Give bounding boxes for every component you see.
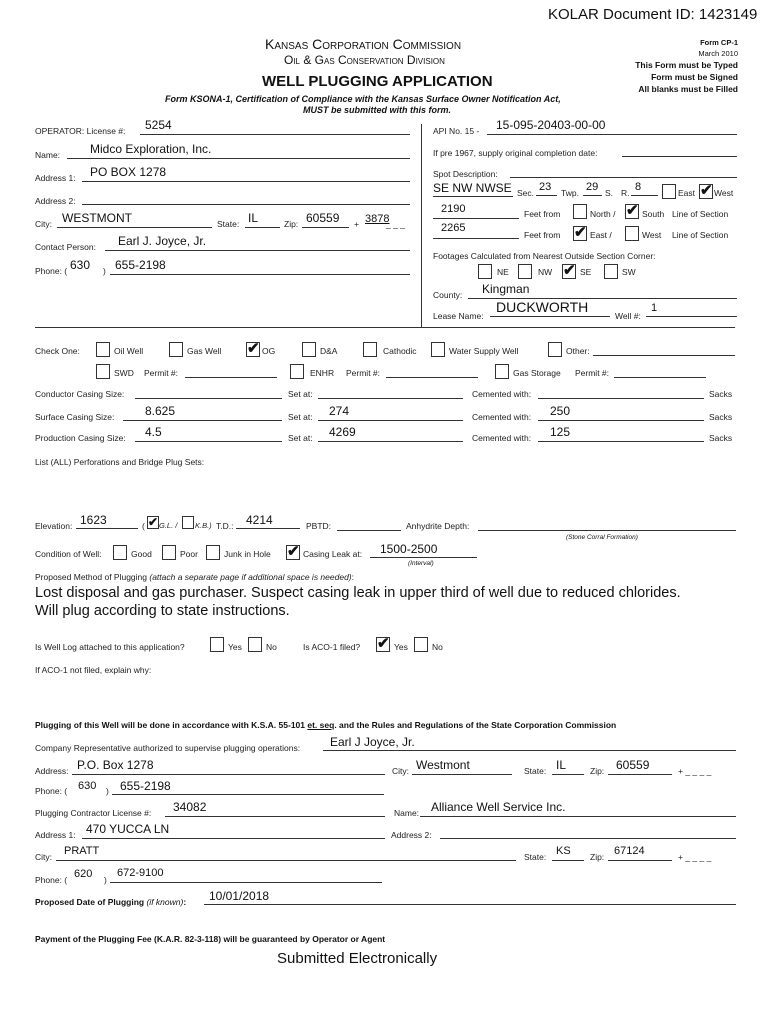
spot-line [510, 177, 737, 178]
conductor-cemented-line[interactable] [538, 398, 704, 399]
method-label-text: Proposed Method of Plugging [35, 572, 147, 582]
feet-ns[interactable]: 2190 [441, 203, 466, 215]
city-line [57, 227, 212, 228]
anhydrite-line[interactable] [478, 530, 736, 531]
feet-ew[interactable]: 2265 [441, 222, 466, 234]
aco-yes-label: Yes [394, 642, 408, 652]
lease-line [490, 316, 610, 317]
fee-statement: Payment of the Plugging Fee (K.A.R. 82-3-118) will be guaranteed by Operator or Agent [35, 934, 386, 944]
elevation-label: Elevation: [35, 521, 73, 531]
rep-address-label: Address: [35, 766, 69, 776]
method-label-colon: : [351, 572, 354, 582]
plugging-date-line [204, 904, 736, 905]
west2-label: West [642, 230, 662, 240]
nw-checkbox[interactable] [518, 264, 532, 279]
gl-label: G.L. / [159, 521, 178, 530]
well-log-no-checkbox[interactable] [248, 637, 262, 652]
anhydrite-label: Anhydrite Depth: [406, 521, 470, 531]
rep-zip-line [608, 774, 672, 775]
address2-label: Address 2: [35, 196, 76, 206]
state-line [245, 227, 280, 228]
enhr-permit-line[interactable] [386, 377, 478, 378]
poor-checkbox[interactable] [162, 545, 176, 560]
form-note-filled: All blanks must be Filled [638, 84, 738, 94]
license-line [140, 134, 410, 135]
rep-line [323, 750, 736, 751]
county-label: County: [433, 290, 463, 300]
rep-zip-tail: + _ _ _ _ [678, 766, 712, 776]
og-checkbox[interactable]: ✔ [247, 340, 260, 357]
method-text-line-1[interactable]: Lost disposal and gas purchaser. Suspect casing leak in upper third of well due to reduced chlorides. [35, 585, 681, 601]
west-label: West [714, 188, 734, 198]
kb-label: K.B.) [195, 521, 212, 530]
rep-city-line [412, 774, 512, 775]
form-number: Form CP-1 [700, 38, 738, 47]
contact-label: Contact Person: [35, 242, 96, 252]
line-of-section-1: Line of Section [672, 209, 729, 219]
cathodic-checkbox[interactable] [363, 342, 377, 357]
operator-zip[interactable]: 60559 [306, 211, 340, 225]
surface-set-label: Set at: [288, 412, 313, 422]
rep-city-label: City: [392, 766, 409, 776]
zip-plus: + [354, 219, 359, 229]
license-label: OPERATOR: License #: [35, 126, 126, 136]
spot-description[interactable]: SE NW NWSE [433, 181, 512, 195]
aco-explain-label: If ACO-1 not filed, explain why: [35, 665, 152, 675]
form-subtitle-1: Form KSONA-1, Certification of Compliance with the Kansas Surface Owner Notification Act, [165, 94, 561, 104]
td-label: T.D.: [216, 521, 234, 531]
total-depth[interactable]: 4214 [246, 513, 273, 527]
contractor-zip-line [608, 860, 672, 861]
operator-phone-area[interactable]: 630 [70, 258, 91, 272]
other-line[interactable] [593, 355, 735, 356]
feet2-line [433, 238, 519, 239]
agency-name: Kansas Corporation Commission [265, 36, 462, 52]
interval-note: (Interval) [408, 560, 434, 567]
contractor-name-label: Name: [394, 808, 420, 818]
other-checkbox[interactable] [548, 342, 562, 357]
surface-set[interactable]: 274 [329, 404, 350, 418]
rep-address[interactable]: P.O. Box 1278 [77, 758, 154, 772]
rep-phone-area[interactable]: 630 [78, 780, 97, 792]
surface-label: Surface Casing Size: [35, 412, 115, 422]
method-label-note: (attach a separate page if additional space is needed) [149, 572, 352, 582]
junk-label: Junk in Hole [224, 549, 271, 559]
production-sacks-label: Sacks [709, 433, 733, 443]
plugging-statement-post: . and the Rules and Regulations of the State Corporation Commission [334, 720, 617, 730]
plugging-statement [35, 720, 616, 730]
surface-sacks-label: Sacks [709, 412, 733, 422]
api-line [487, 134, 737, 135]
gas-storage-checkbox[interactable] [495, 364, 509, 379]
well-number[interactable]: 1 [651, 302, 658, 314]
pbtd-label: PBTD: [306, 521, 332, 531]
operator-name[interactable]: Midco Exploration, Inc. [90, 142, 212, 156]
surface-cemented-label: Cemented with: [472, 412, 532, 422]
plugging-date[interactable]: 10/01/2018 [209, 889, 270, 903]
contractor-name-line [420, 816, 736, 817]
township[interactable]: 29 [586, 181, 599, 193]
ne-label: NE [497, 267, 509, 277]
td-line [236, 528, 300, 529]
water-supply-label: Water Supply Well [449, 346, 519, 356]
rep-phone-close: ) [106, 786, 109, 796]
well-log-label: Is Well Log attached to this application? [35, 642, 185, 652]
column-divider [421, 124, 422, 327]
state-label: State: [217, 219, 240, 229]
address1-label: Address 1: [35, 173, 76, 183]
contractor-phone-label: Phone: ( [35, 875, 68, 885]
feet-from-label-1: Feet from [524, 209, 561, 219]
rep-zip-label: Zip: [590, 766, 605, 776]
surface-size[interactable]: 8.625 [145, 404, 176, 418]
west-checkbox[interactable]: ✔ [700, 182, 713, 199]
aco-no-checkbox[interactable] [414, 637, 428, 652]
east2-label: East / [590, 230, 612, 240]
well-log-no-label: No [266, 642, 277, 652]
twp-line [583, 195, 602, 196]
contractor-license-line [165, 816, 385, 817]
submitted-electronically: Submitted Electronically [277, 950, 438, 967]
county[interactable]: Kingman [482, 282, 530, 296]
contractor-phone-close: ) [104, 875, 107, 885]
sw-label: SW [622, 267, 636, 277]
casing-leak-label: Casing Leak at: [303, 549, 363, 559]
east-checkbox[interactable] [662, 184, 676, 199]
plugging-date-colon: : [183, 897, 187, 907]
surface-size-line [123, 420, 282, 421]
east2-checkbox[interactable]: ✔ [574, 224, 587, 241]
contractor-address1-label: Address 1: [35, 830, 76, 840]
sec-line [536, 195, 557, 196]
oil-well-checkbox[interactable] [96, 342, 110, 357]
casing-leak-interval[interactable]: 1500-2500 [380, 542, 438, 556]
contractor-state[interactable]: KS [556, 845, 571, 857]
form-subtitle-2: MUST be submitted with this form. [303, 105, 451, 115]
rep-state-line [552, 774, 584, 775]
stone-corral-note: (Stone Corral Formation) [566, 534, 638, 541]
perforations-label: List (ALL) Perforations and Bridge Plug Sets: [35, 457, 205, 467]
swd-permit-label: Permit #: [144, 368, 179, 378]
production-set-label: Set at: [288, 433, 313, 443]
line-of-section-2: Line of Section [672, 230, 729, 240]
og-label: OG [262, 346, 276, 356]
north-label: North / [590, 209, 616, 219]
lease-label: Lease Name: [433, 311, 484, 321]
contractor-zip[interactable]: 67124 [614, 845, 645, 857]
enhr-checkbox[interactable] [290, 364, 304, 379]
production-cemented-label: Cemented with: [472, 433, 532, 443]
method-text-line-2[interactable]: Will plug according to state instructions. [35, 603, 290, 619]
rep-state[interactable]: IL [556, 758, 567, 772]
feet-from-label-2: Feet from [524, 230, 561, 240]
range-line [631, 195, 658, 196]
s-label: S. [605, 188, 614, 198]
contractor-address2-label: Address 2: [391, 830, 432, 840]
production-label: Production Casing Size: [35, 433, 126, 443]
method-label [35, 572, 354, 582]
swd-permit-line[interactable] [185, 377, 277, 378]
se-checkbox[interactable]: ✔ [563, 262, 576, 279]
nw-label: NW [538, 267, 553, 277]
good-checkbox[interactable] [113, 545, 127, 560]
contact-line [105, 250, 410, 251]
form-date: March 2010 [698, 49, 738, 58]
division-name: Oil & Gas Conservation Division [284, 53, 445, 67]
swd-label: SWD [114, 368, 134, 378]
well-number-line [646, 316, 737, 317]
plugging-date-label-text: Proposed Date of Plugging [35, 897, 145, 907]
company-rep[interactable]: Earl J Joyce, Jr. [330, 735, 415, 749]
contractor-phone[interactable]: 672-9100 [117, 867, 164, 879]
contractor-phone-line [110, 882, 382, 883]
name-line [67, 158, 410, 159]
conductor-cemented-label: Cemented with: [472, 389, 532, 399]
document-id: KOLAR Document ID: 1423149 [548, 6, 758, 23]
well-number-label: Well #: [615, 311, 641, 321]
zip-line [302, 227, 349, 228]
production-cement[interactable]: 125 [550, 425, 571, 439]
form-title: WELL PLUGGING APPLICATION [262, 73, 493, 90]
aco-label: Is ACO-1 filed? [303, 642, 361, 652]
well-log-yes-checkbox[interactable] [210, 637, 224, 652]
surface-cemented-line [538, 420, 704, 421]
leak-interval-line [370, 557, 477, 558]
operator-zip4[interactable]: 3878 [365, 213, 390, 225]
swd-checkbox[interactable] [96, 364, 110, 379]
conductor-size-line[interactable] [135, 398, 282, 399]
south-label: South [642, 209, 665, 219]
sw-checkbox[interactable] [604, 264, 618, 279]
phone-line [110, 274, 410, 275]
well-log-yes-label: Yes [228, 642, 242, 652]
surface-set-line [318, 420, 463, 421]
contractor-address1[interactable]: 470 YUCCA LN [86, 822, 170, 836]
contractor-phone-area[interactable]: 620 [74, 868, 93, 880]
rep-zip[interactable]: 60559 [616, 758, 650, 772]
pre1967-line[interactable] [622, 156, 737, 157]
north-checkbox[interactable] [573, 204, 587, 219]
conductor-sacks-label: Sacks [709, 389, 733, 399]
plugging-statement-etseq: et. seq [307, 720, 335, 730]
rep-city[interactable]: Westmont [416, 758, 470, 772]
gas-well-checkbox[interactable] [169, 342, 183, 357]
cathodic-label: Cathodic [383, 346, 417, 356]
form-note-typed: This Form must be Typed [635, 60, 738, 70]
rep-phone-label: Phone: ( [35, 786, 68, 796]
operator-city[interactable]: WESTMONT [62, 211, 132, 225]
south-checkbox[interactable]: ✔ [626, 202, 639, 219]
contractor-city[interactable]: PRATT [64, 845, 100, 857]
rep-phone-line [112, 794, 384, 795]
sec-label: Sec. [517, 188, 535, 198]
spot-label: Spot Description: [433, 169, 498, 179]
contractor-license-label: Plugging Contractor License #: [35, 808, 152, 818]
footages-label: Footages Calculated from Nearest Outside Section Corner: [433, 251, 656, 261]
contractor-address1-line [82, 838, 385, 839]
plugging-date-note: (if known) [146, 897, 184, 907]
enhr-label: ENHR [310, 368, 335, 378]
spot-underline [433, 196, 513, 197]
range[interactable]: 8 [635, 181, 642, 193]
pbtd-line[interactable] [337, 530, 401, 531]
production-set-line [318, 441, 463, 442]
lease-name[interactable]: DUCKWORTH [496, 299, 589, 315]
address1-line [82, 181, 410, 182]
poor-label: Poor [180, 549, 198, 559]
elevation-paren: ( [142, 521, 145, 531]
other-label: Other: [566, 346, 590, 356]
rep-state-label: State: [524, 766, 547, 776]
operator-contact[interactable]: Earl J. Joyce, Jr. [118, 234, 207, 248]
rep-address-line [72, 774, 385, 775]
production-set[interactable]: 4269 [329, 425, 356, 439]
kb-checkbox[interactable] [182, 516, 194, 529]
r-label: R. [621, 188, 630, 198]
production-cemented-line [538, 441, 704, 442]
address2-line[interactable] [82, 204, 410, 205]
contractor-state-line [552, 860, 584, 861]
oil-well-label: Oil Well [114, 346, 144, 356]
production-size-line [135, 441, 282, 442]
section-divider-1 [35, 327, 735, 328]
zip-label: Zip: [284, 219, 299, 229]
elevation-value[interactable]: 1623 [80, 513, 107, 527]
junk-checkbox[interactable] [206, 545, 220, 560]
api-label: API No. 15 - [433, 126, 480, 136]
west2-checkbox[interactable] [625, 226, 639, 241]
gas-storage-permit-line[interactable] [614, 377, 706, 378]
zip-tail: _ _ _ [386, 219, 405, 229]
contractor-zip-label: Zip: [590, 852, 605, 862]
east-label: East [678, 188, 696, 198]
form-note-signed: Form must be Signed [651, 72, 738, 82]
condition-label: Condition of Well: [35, 549, 102, 559]
casing-leak-checkbox[interactable]: ✔ [287, 543, 300, 560]
aco-no-label: No [432, 642, 443, 652]
da-label: D&A [320, 346, 338, 356]
water-supply-checkbox[interactable] [431, 342, 445, 357]
section[interactable]: 23 [539, 181, 552, 193]
production-size[interactable]: 4.5 [145, 425, 162, 439]
contractor-zip-tail: + _ _ _ _ [678, 852, 712, 862]
aco-yes-checkbox[interactable]: ✔ [377, 635, 390, 652]
gas-storage-label: Gas Storage [513, 368, 561, 378]
elevation-line [76, 528, 138, 529]
good-label: Good [131, 549, 152, 559]
contractor-name[interactable]: Alliance Well Service Inc. [431, 800, 566, 814]
contractor-city-label: City: [35, 852, 52, 862]
contractor-address2-line[interactable] [440, 838, 736, 839]
pre1967-label: If pre 1967, supply original completion date: [433, 148, 598, 158]
conductor-set-line[interactable] [318, 398, 463, 399]
conductor-label: Conductor Casing Size: [35, 389, 125, 399]
city-label: City: [35, 219, 52, 229]
rep-label: Company Representative authorized to supervise plugging operations: [35, 743, 301, 753]
phone-label: Phone: ( [35, 266, 68, 276]
gas-storage-permit-label: Permit #: [575, 368, 610, 378]
name-label: Name: [35, 150, 61, 160]
contractor-license[interactable]: 34082 [173, 800, 207, 814]
ne-checkbox[interactable] [478, 264, 492, 279]
feet1-line [433, 218, 519, 219]
api-number[interactable]: 15-095-20403-00-00 [496, 118, 606, 132]
twp-label: Twp. [561, 188, 579, 198]
contractor-city-line [56, 860, 516, 861]
operator-address1[interactable]: PO BOX 1278 [90, 165, 167, 179]
operator-phone[interactable]: 655-2198 [115, 258, 166, 272]
gl-checkbox[interactable]: ✔ [148, 515, 159, 529]
contractor-state-label: State: [524, 852, 547, 862]
da-checkbox[interactable] [302, 342, 316, 357]
operator-license[interactable]: 5254 [145, 118, 172, 132]
rep-phone[interactable]: 655-2198 [120, 779, 171, 793]
gas-well-label: Gas Well [187, 346, 222, 356]
check-one-label: Check One: [35, 346, 80, 356]
conductor-set-label: Set at: [288, 389, 313, 399]
plugging-statement-pre: Plugging of this Well will be done in accordance with K.S.A. 55-101 [35, 720, 305, 730]
surface-cement[interactable]: 250 [550, 404, 571, 418]
se-label: SE [580, 267, 592, 277]
enhr-permit-label: Permit #: [346, 368, 381, 378]
plugging-date-label [35, 897, 186, 907]
operator-state[interactable]: IL [248, 211, 259, 225]
phone-close: ) [103, 266, 106, 276]
